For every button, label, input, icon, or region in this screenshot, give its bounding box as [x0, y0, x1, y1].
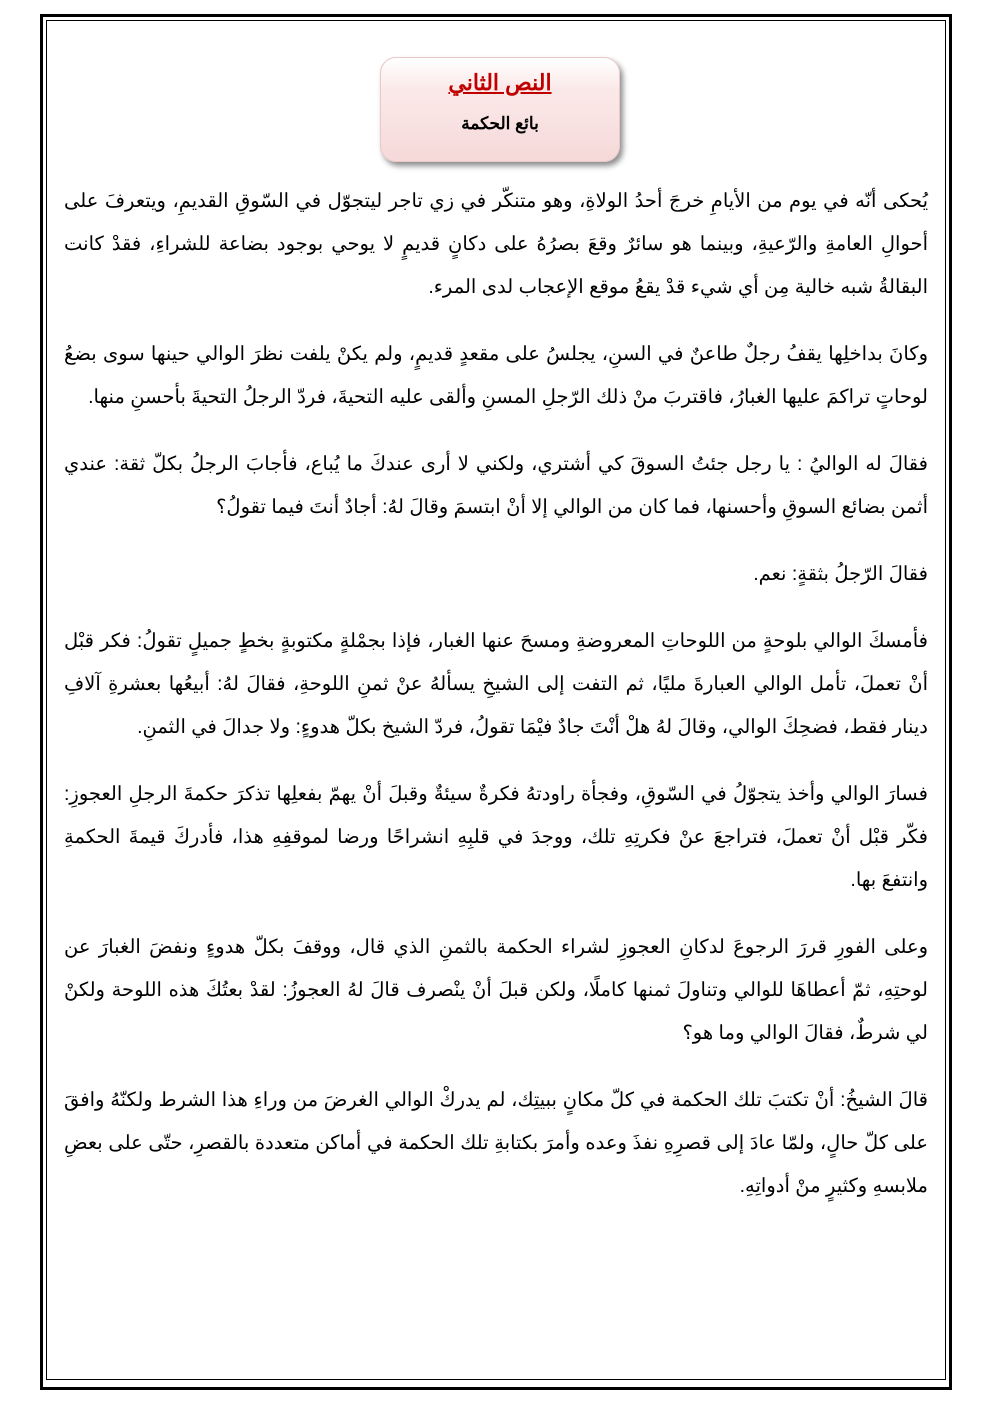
paragraph: فقالَ له الواليُ : يا رجل جئتُ السوقَ كي أشتري، ولكني لا أرى عندكَ ما يُباع، فأجابَ الرجلُ بكلّ ثقة: عندي أثمن بضائع السوقِ وأحسنها، فما كان من الوالي إلا أنْ ابتسمَ وقالَ لهُ: أجادٌ أنتَ فيما تقولُ؟	[64, 453, 928, 518]
title-box	[380, 57, 620, 162]
paragraph: فسارَ الوالي وأخذ يتجوّلُ في السّوقِ، وفجأة راودتهُ فكرةٌ سيئةٌ وقبلَ أنْ يهمّ بفعلِها تذكرَ حكمةَ الرجلِ العجوزِ: فكّر قبْل أنْ تعملَ، فتراجعَ عنْ فكرتِهِ تلك، ووجدَ في قلبِهِ انشراحًا ورضا لموقفِهِ هذا، فأدركَ قيمةَ الحكمةِ وانتفعَ بها.	[64, 783, 928, 891]
story-body	[64, 180, 928, 1232]
section-title: النص الثاني	[448, 70, 552, 95]
paragraph: فأمسكَ الوالي بلوحةٍ من اللوحاتِ المعروضةِ ومسحَ عنها الغبار، فإذا بجمْلةٍ مكتوبةٍ بخطٍ جميلٍ تقولُ: فكر قبْل أنْ تعملَ، تأمل الوالي العبارةَ مليًا، ثم التفت إلى الشيخِ يسألهُ عنْ ثمنِ اللوحةِ، فقالَ لهُ: أبيعُها بعشرةِ آلافِ دينار فقط، فضحِكَ الوالي، وقالَ لهُ هلْ أنْتَ جادٌ فيْمَا تقولُ، فردّ الشيخ بكلّ هدوءٍ: ولا جدالَ في الثمنِ.	[64, 630, 928, 738]
paragraph: فقالَ الرّجلُ بثقةٍ: نعم.	[753, 563, 928, 585]
text-title: بائع الحكمة	[461, 114, 539, 133]
paragraph: وكانَ بداخلِها يقفُ رجلٌ طاعنٌ في السنِ، يجلسُ على مقعدٍ قديمٍ، ولم يكنْ يلفت نظرَ الوالي حينها سوى بضعُ لوحاتٍ تراكمَ عليها الغبارُ، فاقتربَ منْ ذلك الرّجلِ المسنِ وألقى عليه التحيةَ، فردّ الرجلُ التحيةَ بأحسنِ منها.	[64, 343, 928, 408]
paragraph: يُحكى أنّه في يوم من الأيامِ خرجَ أحدُ الولاةِ، وهو متنكّر في زي تاجر ليتجوّل في السّوقِ القديمِ، ويتعرفَ على أحوالِ العامةِ والرّعيةِ، وبينما هو سائرٌ وقعَ بصرُهُ على دكانٍ قديمٍ لا يوحي بوجود بضاعة للشراءِ، فقدْ كانت البقالةُ شبه خالية مِن أي شيء قدْ يقعُ موقع الإعجاب لدى المرء.	[64, 190, 928, 298]
paragraph: وعلى الفورِ قررَ الرجوعَ لدكانِ العجوزِ لشراء الحكمة بالثمنِ الذي قال، ووقفَ بكلّ هدوءٍ ونفضَ الغبارَ عن لوحتِهِ، ثمّ أعطاهَا للوالي وتناولَ ثمنها كاملًا، ولكن قبلَ أنْ ينْصرف قالَ لهُ العجوزُ: لقدْ بعتُكَ هذه اللوحة ولكنْ لي شرطٌ، فقالَ الوالي وما هو؟	[64, 936, 928, 1044]
paragraph: قالَ الشيخُ: أنْ تكتبَ تلك الحكمة في كلّ مكانٍ ببيتِك، لم يدركْ الوالي الغرضَ من وراءِ هذا الشرط ولكنّهُ وافقَ على كلّ حالٍ، ولمّا عادَ إلى قصرِهِ نفذَ وعده وأمرَ بكتابةِ تلك الحكمة في أماكن متعددة بالقصرِ، حتّى على بعضِ ملابسهِ وكثيرٍ منْ أدواتِهِ.	[64, 1089, 928, 1197]
